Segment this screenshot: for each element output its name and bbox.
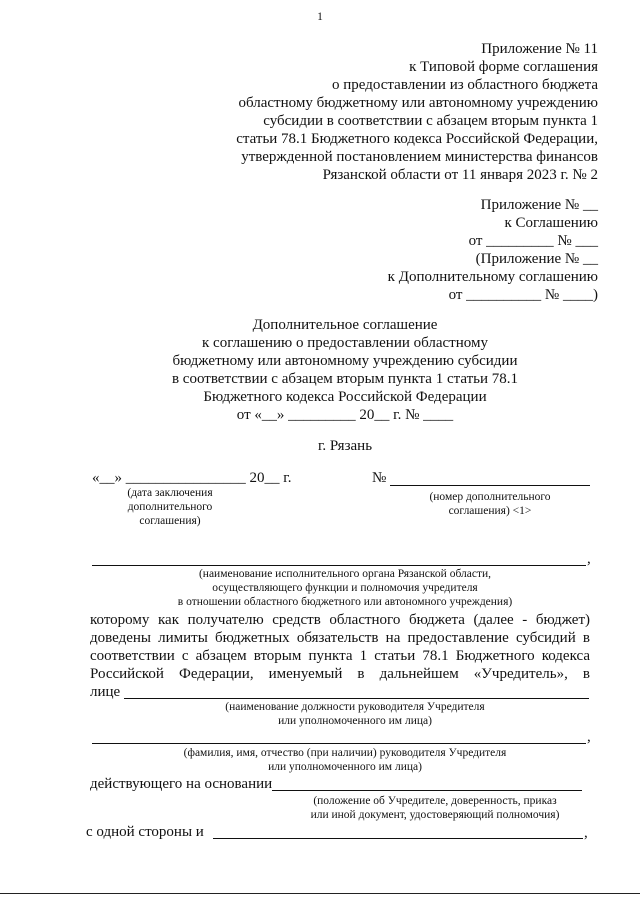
appendix-header-line: Рязанской области от 11 января 2023 г. № 2 bbox=[322, 167, 598, 183]
fio-field[interactable] bbox=[92, 743, 586, 744]
title-line: в соответствии с абзацем вторым пункта 1 статьи 78.1 bbox=[171, 371, 519, 387]
appendix-header-line: Приложение № 11 bbox=[481, 41, 598, 57]
position-field[interactable] bbox=[124, 698, 589, 699]
appendix-header-line: к Типовой форме соглашения bbox=[409, 59, 598, 75]
appendix-header-line: областному бюджетному или автономному учреждению bbox=[238, 95, 598, 111]
org-hint: в отношении областного бюджетного или автономного учреждения) bbox=[177, 596, 513, 608]
date-hint: дополнительного bbox=[127, 501, 213, 513]
appendix-header-line: утвержденной постановлением министерства финансов bbox=[241, 149, 598, 165]
face-label: лице bbox=[90, 684, 121, 700]
agreement-ref-line: к Соглашению bbox=[504, 215, 598, 231]
body-line: доведены лимиты бюджетных обязательств на предоставление субсидий в bbox=[90, 630, 590, 646]
number-hint: (номер дополнительного bbox=[429, 491, 551, 503]
other-party-field[interactable] bbox=[213, 838, 583, 839]
title-line: Дополнительное соглашение bbox=[252, 317, 438, 333]
org-hint: (наименование исполнительного органа Рязанской области, bbox=[198, 568, 492, 580]
agreement-date-field[interactable]: «__» ________________ 20__ г. bbox=[92, 470, 292, 486]
title-line: к соглашению о предоставлении областному bbox=[202, 335, 488, 351]
position-hint: (наименование должности руководителя Учредителя bbox=[225, 701, 485, 713]
appendix-header-line: о предоставлении из областного бюджета bbox=[332, 77, 598, 93]
number-label: № bbox=[372, 470, 387, 486]
footer-divider bbox=[0, 893, 640, 894]
agreement-ref-line: от __________ № ____) bbox=[448, 287, 598, 303]
fio-hint: или уполномоченного им лица) bbox=[268, 761, 422, 773]
date-hint: (дата заключения bbox=[127, 487, 213, 499]
body-line: которому как получателю средств областного бюджета (далее - бюджет) bbox=[90, 612, 590, 628]
fio-hint: (фамилия, имя, отчество (при наличии) руководителя Учредителя bbox=[183, 747, 507, 759]
body-line: соответствии с абзацем вторым пункта 1 статьи 78.1 Бюджетного кодекса bbox=[90, 648, 590, 664]
agreement-ref-line: к Дополнительному соглашению bbox=[387, 269, 598, 285]
agreement-ref-line: от _________ № ___ bbox=[468, 233, 598, 249]
position-hint: или уполномоченного им лица) bbox=[278, 715, 432, 727]
date-hint: соглашения) bbox=[139, 515, 201, 527]
comma: , bbox=[587, 551, 591, 567]
number-hint: соглашения) <1> bbox=[448, 505, 532, 517]
body-line: Российской Федерации, именуемый в дальнейшем «Учредитель», в bbox=[90, 666, 590, 682]
comma: , bbox=[587, 729, 591, 745]
agreement-ref-line: (Приложение № __ bbox=[475, 251, 598, 267]
title-line: Бюджетного кодекса Российской Федерации bbox=[203, 389, 487, 405]
appendix-header-line: статьи 78.1 Бюджетного кодекса Российской Федерации, bbox=[236, 131, 598, 147]
comma: , bbox=[584, 825, 588, 841]
basis-field[interactable] bbox=[272, 790, 582, 791]
title-line: от «__» _________ 20__ г. № ____ bbox=[236, 407, 454, 423]
org-name-field[interactable] bbox=[92, 565, 586, 566]
title-line: бюджетному или автономному учреждению субсидии bbox=[172, 353, 518, 369]
agreement-ref-line: Приложение № __ bbox=[480, 197, 598, 213]
city: г. Рязань bbox=[317, 438, 373, 454]
agreement-number-field[interactable] bbox=[390, 485, 590, 486]
basis-label: действующего на основании bbox=[90, 776, 273, 792]
page-number: 1 bbox=[317, 11, 323, 23]
basis-hint: (положение об Учредителе, доверенность, приказ bbox=[313, 795, 557, 807]
appendix-header-line: субсидии в соответствии с абзацем вторым пункта 1 bbox=[263, 113, 598, 129]
org-hint: осуществляющего функции и полномочия учредителя bbox=[212, 582, 478, 594]
other-side-label: с одной стороны и bbox=[86, 824, 204, 840]
basis-hint: или иной документ, удостоверяющий полномочия) bbox=[310, 809, 560, 821]
